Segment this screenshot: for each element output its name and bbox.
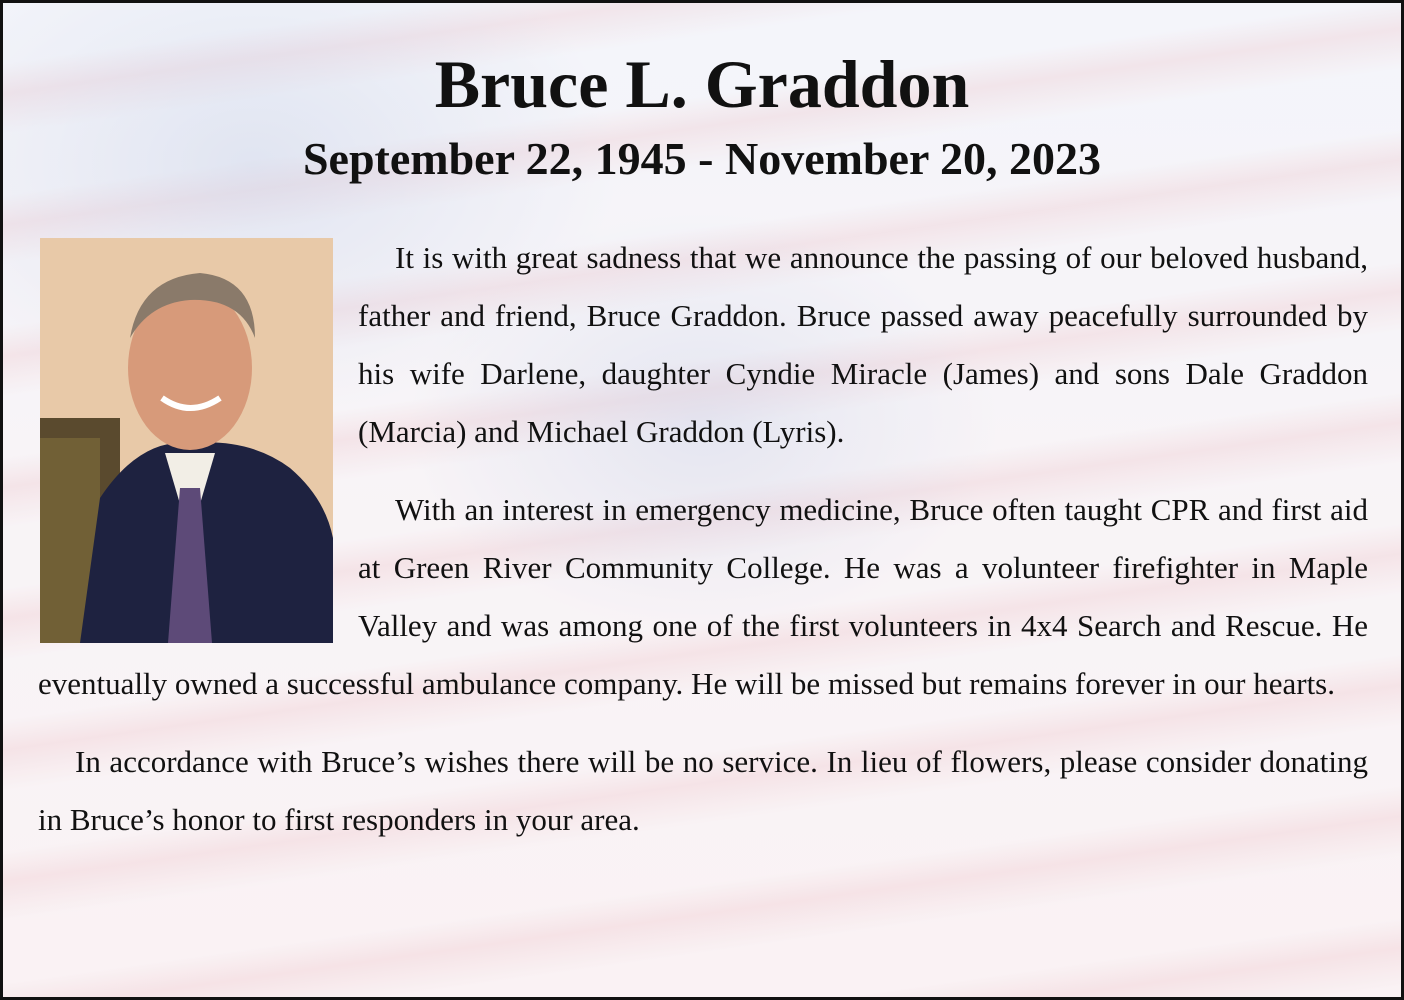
obituary-text <box>38 229 1368 869</box>
paragraph-announcement: It is with great sadness that we announce the passing of our beloved husband, father and friend, Bruce Graddon. Bruce passed away peacefully surrounded by his wife Darlene, daughter Cyndie Miracle (James) and sons Dale Graddon (Marcia) and Michael Graddon (Lyris). <box>358 240 1368 449</box>
paragraph-service: In accordance with Bruce’s wishes there will be no service. In lieu of flowers, please consider donating in Bruce’s honor to first responders in your area. <box>38 744 1368 837</box>
deceased-name: Bruce L. Graddon <box>434 46 970 122</box>
portrait-photo <box>40 238 333 643</box>
life-dates: September 22, 1945 - November 20, 2023 <box>302 133 1102 184</box>
paragraph-life: With an interest in emergency medicine, Bruce often taught CPR and first aid at Green River Community College. He was a volunteer firefighter in Maple Valley and was among one of the first volunteers in 4x4 Search and Rescue. He eventually owned a successful ambulance company. He will be missed but remains forever in our hearts. <box>38 492 1368 701</box>
